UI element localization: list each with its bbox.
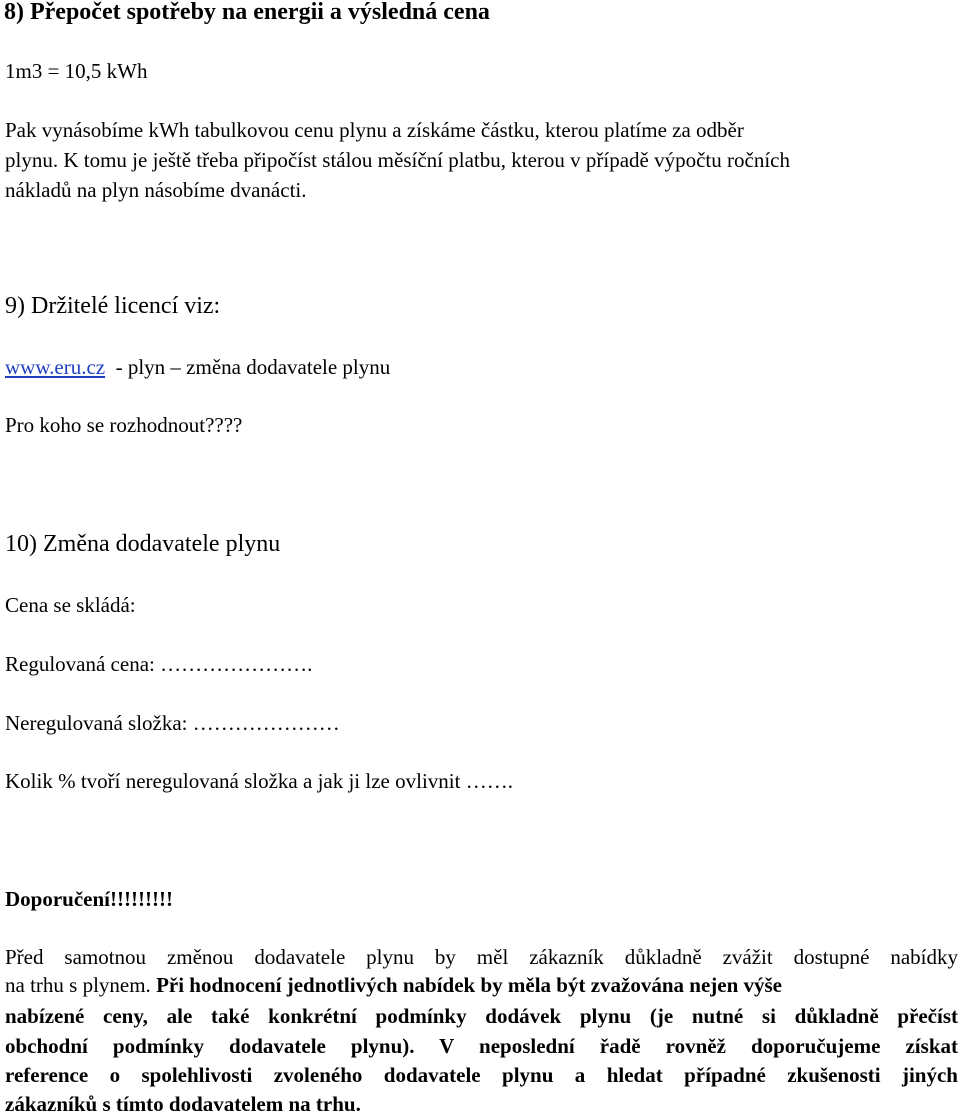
paragraph-line-1: Pak vynásobíme kWh tabulkovou cenu plynu a získáme částku, kterou platíme za odběr: [5, 118, 744, 142]
conversion-line: 1m3 = 10,5 kWh: [5, 59, 148, 83]
recommendation-bold-line-1: nabízené ceny, ale také konkrétní podmínky dodávek plynu (je nutné si důkladně přečíst: [5, 1004, 958, 1028]
percent-question-line: Kolik % tvoří neregulovaná složka a jak ji lze ovlivnit …….: [5, 769, 513, 793]
recommendation-line-2-bold: Při hodnocení jednotlivých nabídek by měla být zvažována nejen výše: [156, 973, 783, 997]
regulated-price-line: Regulovaná cena: ………………….: [5, 652, 313, 676]
section-10-heading: 10) Změna dodavatele plynu: [5, 531, 281, 557]
unregulated-component-line: Neregulovaná složka: …………………: [5, 711, 340, 735]
eru-link[interactable]: www.eru.cz: [5, 355, 106, 379]
recommendation-bold-line-2: obchodní podmínky dodavatele plynu). V neposlední řadě rovněž doporučujeme získat: [5, 1034, 958, 1058]
recommendation-bold-line-3: reference o spolehlivosti zvoleného dodavatele plynu a hledat případné zkušenosti jiných: [5, 1063, 958, 1087]
section-9-heading: 9) Držitelé licencí viz:: [5, 293, 221, 319]
decision-question: Pro koho se rozhodnout????: [5, 413, 243, 437]
eru-link-line: [5, 353, 390, 381]
recommendation-line-2: [5, 971, 958, 999]
price-composition-intro: Cena se skládá:: [5, 593, 136, 617]
recommendation-line-2-plain: na trhu s plynem.: [5, 973, 157, 997]
recommendation-heading: Doporučení!!!!!!!!!: [5, 887, 173, 911]
eru-link-suffix: - plyn – změna dodavatele plynu: [105, 355, 391, 379]
recommendation-line-1: Před samotnou změnou dodavatele plynu by měl zákazník důkladně zvážit dostupné nabídky: [5, 945, 958, 969]
recommendation-bold-line-4: zákazníků s tímto dodavatelem na trhu.: [5, 1092, 361, 1116]
paragraph-line-2: plynu. K tomu je ještě třeba připočíst stálou měsíční platbu, kterou v případě výpočtu ročních: [5, 148, 790, 172]
paragraph-line-3: nákladů na plyn násobíme dvanácti.: [5, 178, 307, 202]
section-8-heading: 8) Přepočet spotřeby na energii a výsledná cena: [4, 0, 490, 25]
